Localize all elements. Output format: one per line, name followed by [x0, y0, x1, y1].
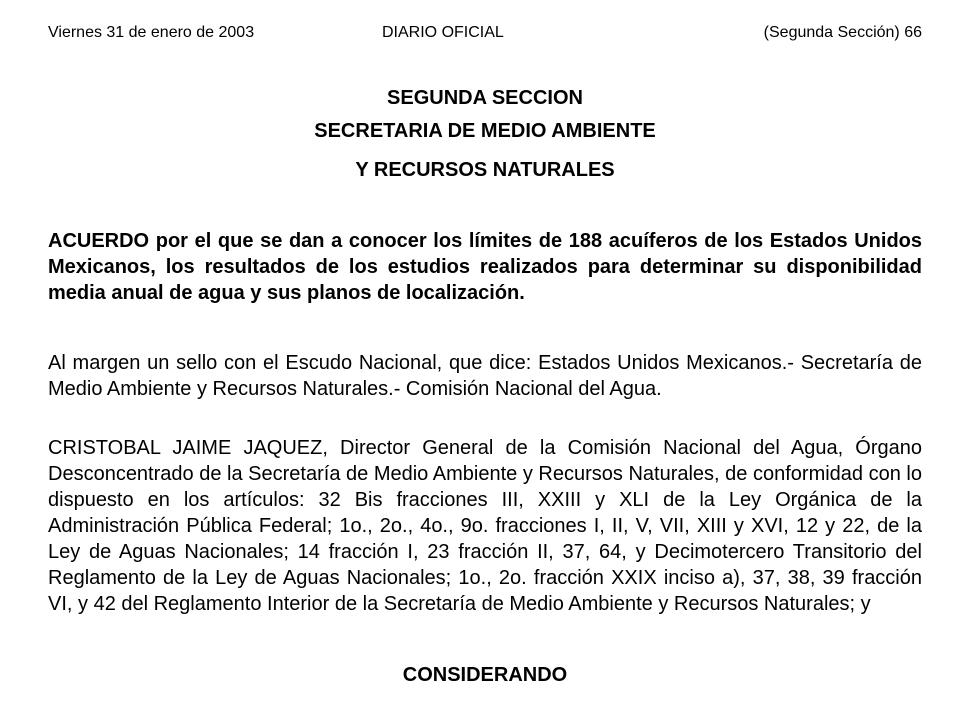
ministry-title-line-1: SECRETARIA DE MEDIO AMBIENTE [314, 120, 656, 142]
acuerdo-text: por el que se dan a conocer los límites de 188 acuíferos de los Estados Unidos Mexicanos, los resultados de los estudios realizados para determinar su disponibilidad media anual de agua y sus planos de localización. [48, 230, 922, 304]
header-publication: DIARIO OFICIAL [382, 24, 504, 41]
header-date: Viernes 31 de enero de 2003 [48, 24, 255, 41]
margen-paragraph: Al margen un sello con el Escudo Nacional, que dice: Estados Unidos Mexicanos.- Secretaría de Medio Ambiente y Recursos Naturales.- Comisión Nacional del Agua. [48, 352, 922, 400]
header-section-page: (Segunda Sección) 66 [763, 24, 922, 41]
acuerdo-paragraph [48, 228, 922, 306]
document-page [48, 0, 922, 720]
acuerdo-keyword: ACUERDO [48, 230, 150, 252]
running-header [48, 24, 922, 46]
preamble-paragraph: CRISTOBAL JAIME JAQUEZ, Director General de la Comisión Nacional del Agua, Órgano Desconcentrado de la Secretaría de Medio Ambiente y Recursos Naturales, de conformidad con lo dispuesto en los artículos: 32 Bis fracciones III, XXIII y XLI de la Ley Orgánica de la Administración Pública Federal; 1o., 2o., 4o., 9o. fracciones I, II, V, VII, XIII y XVI, 12 y 22, de la Ley de Aguas Nacionales; 14 fracción I, 23 fracción II, 37, 64, y Decimotercero Transitorio del Reglamento de la Ley de Aguas Nacionales; 1o., 2o. fracción XXIX inciso a), 37, 38, 39 fracción VI, y 42 del Reglamento Interior de la Secretaría de Medio Ambiente y Recursos Naturales; y [48, 437, 922, 615]
ministry-title-line-2: Y RECURSOS NATURALES [355, 159, 615, 181]
considerando-heading: CONSIDERANDO [402, 664, 568, 686]
section-title: SEGUNDA SECCION [387, 87, 583, 109]
